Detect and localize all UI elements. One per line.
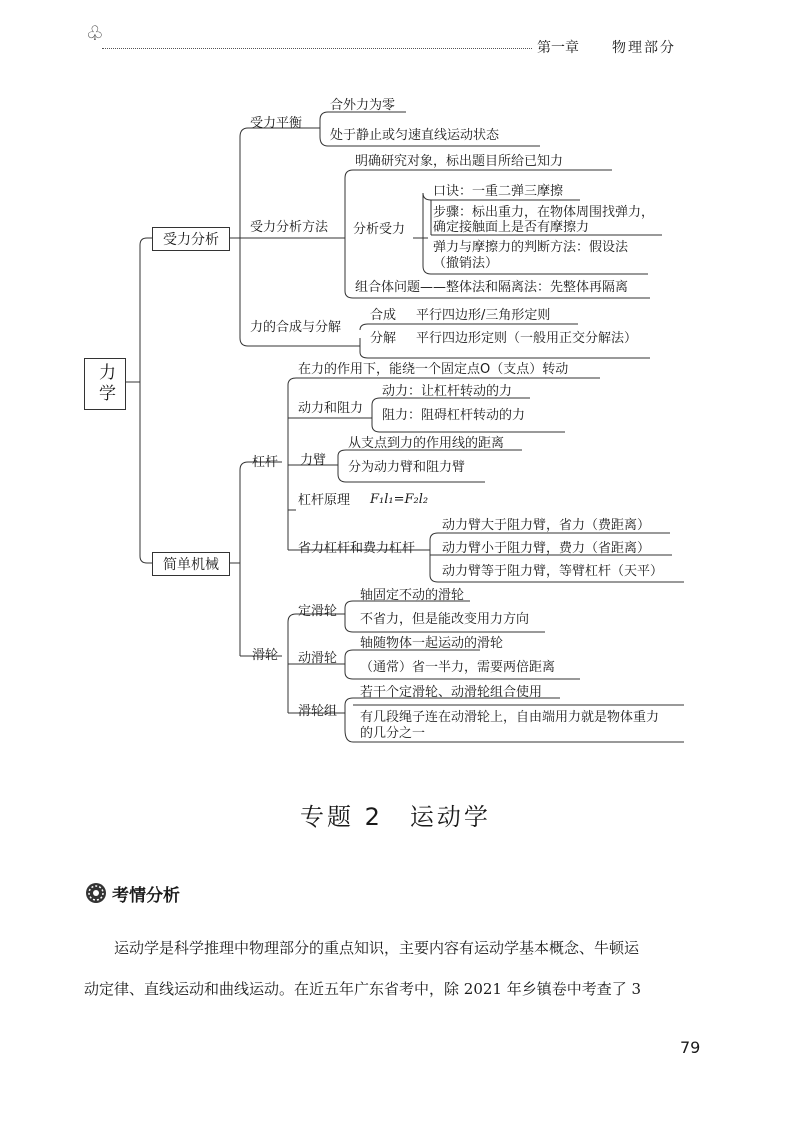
method-combined: 组合体问题——整体法和隔离法：先整体再隔离 <box>355 280 629 295</box>
simple-machines-label: 简单机械 <box>163 557 219 573</box>
lever-forces-label: 动力和阻力 <box>298 401 364 416</box>
analyze-item-1: 口诀：一重二弹三摩擦 <box>433 184 564 199</box>
leaf-icon: ♧ <box>86 21 104 45</box>
compose-label: 力的合成与分解 <box>250 320 342 335</box>
force-analysis-node <box>152 227 230 251</box>
analyze-item-2: 步骤：标出重力，在物体周围找弹力， <box>433 205 655 220</box>
fixed-pulley-label: 定滑轮 <box>298 604 338 619</box>
lever-principle-formula: F₁l₁=F₂l₂ <box>370 492 429 507</box>
lever-force-item-1: 动力：让杠杆转动的力 <box>382 384 513 399</box>
pulley-block-item-3: 的几分之一 <box>360 726 426 741</box>
pulley-block-label: 滑轮组 <box>298 704 338 719</box>
chapter-label: 第一章 <box>537 40 579 56</box>
paragraph-line-1: 运动学是科学推理中物理部分的重点知识，主要内容有运动学基本概念、牛顿运 <box>114 939 640 957</box>
section-label: 物理部分 <box>612 40 676 56</box>
fixed-pulley-item-1: 轴固定不动的滑轮 <box>360 588 465 603</box>
lever-principle-label: 杠杆原理 <box>298 493 351 508</box>
fixed-pulley-item-2: 不省力，但是能改变用力方向 <box>360 612 530 627</box>
lever-type-item-2: 动力臂小于阻力臂，费力（省距离） <box>442 541 651 556</box>
analyze-item-5: （撤销法） <box>433 256 499 271</box>
analyze-item-3: 确定接触面上是否有摩擦力 <box>433 220 590 235</box>
compose-row1-name: 合成 <box>370 308 397 323</box>
lever-type-item-3: 动力臂等于阻力臂，等臂杠杆（天平） <box>442 564 664 579</box>
balance-item-2: 处于静止或匀速直线运动状态 <box>330 128 500 143</box>
movable-pulley-item-1: 轴随物体一起运动的滑轮 <box>360 636 504 651</box>
gear-badge-icon <box>84 881 108 905</box>
force-analysis-label: 受力分析 <box>163 232 219 248</box>
method-label: 受力分析方法 <box>250 220 329 235</box>
compose-row1-rule: 平行四边形/三角形定则 <box>416 308 551 323</box>
lever-definition: 在力的作用下，能绕一个固定点O（支点）转动 <box>298 362 569 377</box>
movable-pulley-label: 动滑轮 <box>298 651 338 666</box>
method-analyze-label: 分析受力 <box>353 222 406 237</box>
lever-arm-item-2: 分为动力臂和阻力臂 <box>348 460 466 475</box>
analysis-heading <box>84 880 180 906</box>
analysis-heading-text: 考情分析 <box>112 885 180 906</box>
lever-arm-label: 力臂 <box>300 453 327 468</box>
paragraph-line-2: 动定律、直线运动和曲线运动。在近五年广东省考中，除 2021 年乡镇卷中考查了 3 <box>84 980 642 998</box>
lever-type-item-1: 动力臂大于阻力臂，省力（费距离） <box>442 518 651 533</box>
topic-title: 专题 2 运动学 <box>300 803 491 831</box>
balance-item-1: 合外力为零 <box>330 98 396 113</box>
root-node <box>84 358 126 410</box>
method-identify: 明确研究对象，标出题目所给已知力 <box>355 154 564 169</box>
compose-row2-rule: 平行四边形定则（一般用正交分解法） <box>416 331 638 346</box>
pulley-label: 滑轮 <box>252 648 279 663</box>
balance-label: 受力平衡 <box>250 116 303 131</box>
lever-arm-item-1: 从支点到力的作用线的距离 <box>348 436 505 451</box>
lever-types-label: 省力杠杆和费力杠杆 <box>298 541 416 556</box>
analysis-paragraph <box>84 928 724 1010</box>
lever-force-item-2: 阻力：阻碍杠杆转动的力 <box>382 408 526 423</box>
compose-row2-name: 分解 <box>370 331 397 346</box>
lever-label: 杠杆 <box>252 455 279 470</box>
pulley-block-item-2: 有几段绳子连在动滑轮上，自由端用力就是物体重力 <box>360 710 660 725</box>
analyze-item-4: 弹力与摩擦力的判断方法：假设法 <box>433 240 629 255</box>
root-label: 力学 <box>95 363 115 405</box>
simple-machines-node <box>152 552 230 576</box>
pulley-block-item-1: 若干个定滑轮、动滑轮组合使用 <box>360 685 543 700</box>
page-number: 79 <box>680 1038 701 1057</box>
movable-pulley-item-2: （通常）省一半力，需要两倍距离 <box>360 660 556 675</box>
